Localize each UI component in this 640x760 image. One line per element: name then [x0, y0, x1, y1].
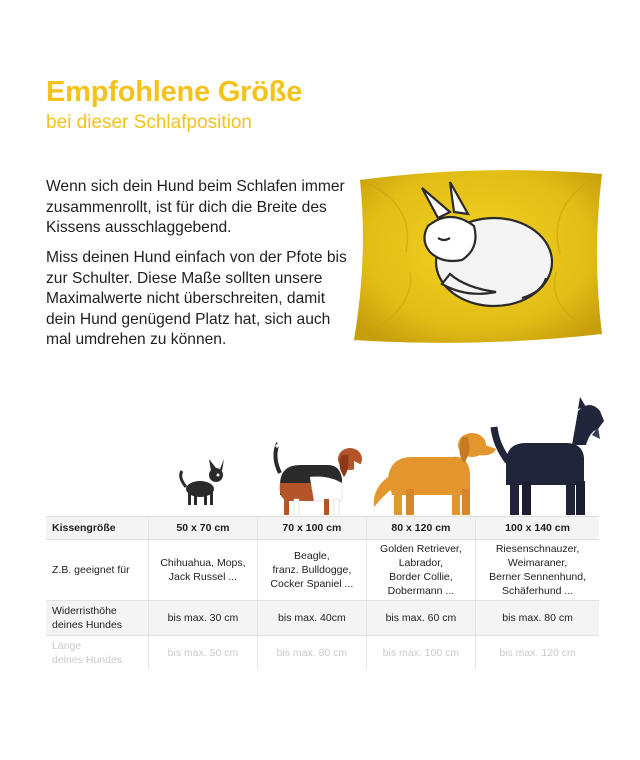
size-table: [46, 516, 599, 670]
height-cell: bis max. 30 cm: [148, 601, 257, 636]
row-label: [46, 636, 148, 671]
table-row-pillow-size: [46, 517, 599, 540]
page-subtitle: bei dieser Schlafposition: [46, 112, 252, 133]
intro-paragraph-2: Miss deinen Hund einfach von der Pfote bis zur Schulter. Diese Maße sollten unsere Maximalwerte nicht überschreiten, damit dein Hund genügend Platz hat, sich auch mal umdrehen zu können.: [46, 249, 347, 348]
length-cell: bis max. 100 cm: [366, 636, 476, 671]
page-title: Empfohlene Größe: [46, 76, 303, 108]
breed-line: Schäferhund ...: [501, 585, 574, 597]
breed-line: franz. Bulldogge,: [272, 564, 352, 576]
length-cell: bis max. 80 cm: [258, 636, 367, 671]
row-label-line: Widerristhöhe: [52, 605, 117, 617]
height-cell: bis max. 40cm: [258, 601, 367, 636]
intro-paragraph-1: Wenn sich dein Hund beim Schlafen immer zusammenrollt, ist für dich die Breite des Kissens ausschlaggebend.: [46, 178, 345, 236]
row-label: Z.B. geeignet für: [46, 540, 148, 601]
breed-line: Dobermann ...: [387, 585, 455, 597]
riesenschnauzer-icon: [494, 397, 604, 515]
breed-line: Cocker Spaniel ...: [270, 578, 354, 590]
row-label: Kissengröße: [46, 517, 148, 540]
length-cell: bis max. 50 cm: [148, 636, 257, 671]
row-label-line: deines Hundes: [52, 654, 123, 666]
breed-line: Border Collie,: [389, 571, 453, 583]
table-row-dog-length: [46, 636, 599, 671]
breed-line: Beagle,: [294, 550, 330, 562]
golden-retriever-icon: [374, 433, 496, 515]
row-label-line: deines Hundes: [52, 619, 123, 631]
table-row-withers-height: [46, 601, 599, 636]
breed-line: Riesenschnauzer,: [495, 543, 580, 555]
breed-cell: [476, 540, 599, 601]
pillow-with-sleeping-dog-illustration: [346, 162, 610, 346]
breed-line: Chihuahua, Mops,: [160, 557, 246, 569]
row-label: [46, 601, 148, 636]
breed-line: Weimaraner,: [507, 557, 568, 569]
length-cell: bis max. 120 cm: [476, 636, 599, 671]
height-cell: bis max. 60 cm: [366, 601, 476, 636]
chihuahua-icon: [181, 459, 224, 505]
table-row-suitable-for: [46, 540, 599, 601]
height-cell: bis max. 80 cm: [476, 601, 599, 636]
breed-line: Berner Sennenhund,: [489, 571, 587, 583]
pillow-size-cell: 80 x 120 cm: [366, 517, 476, 540]
breed-line: Labrador,: [398, 557, 444, 569]
beagle-icon: [275, 443, 366, 515]
breed-line: Golden Retriever,: [380, 543, 462, 555]
pillow-size-cell: 50 x 70 cm: [148, 517, 257, 540]
breed-cell: [366, 540, 476, 601]
dog-size-illustrations: [0, 395, 640, 515]
breed-cell: [148, 540, 257, 601]
row-label-line: Länge: [52, 640, 82, 652]
pillow-size-cell: 100 x 140 cm: [476, 517, 599, 540]
breed-line: Jack Russel ...: [168, 571, 238, 583]
breed-cell: [258, 540, 367, 601]
pillow-size-cell: 70 x 100 cm: [258, 517, 367, 540]
